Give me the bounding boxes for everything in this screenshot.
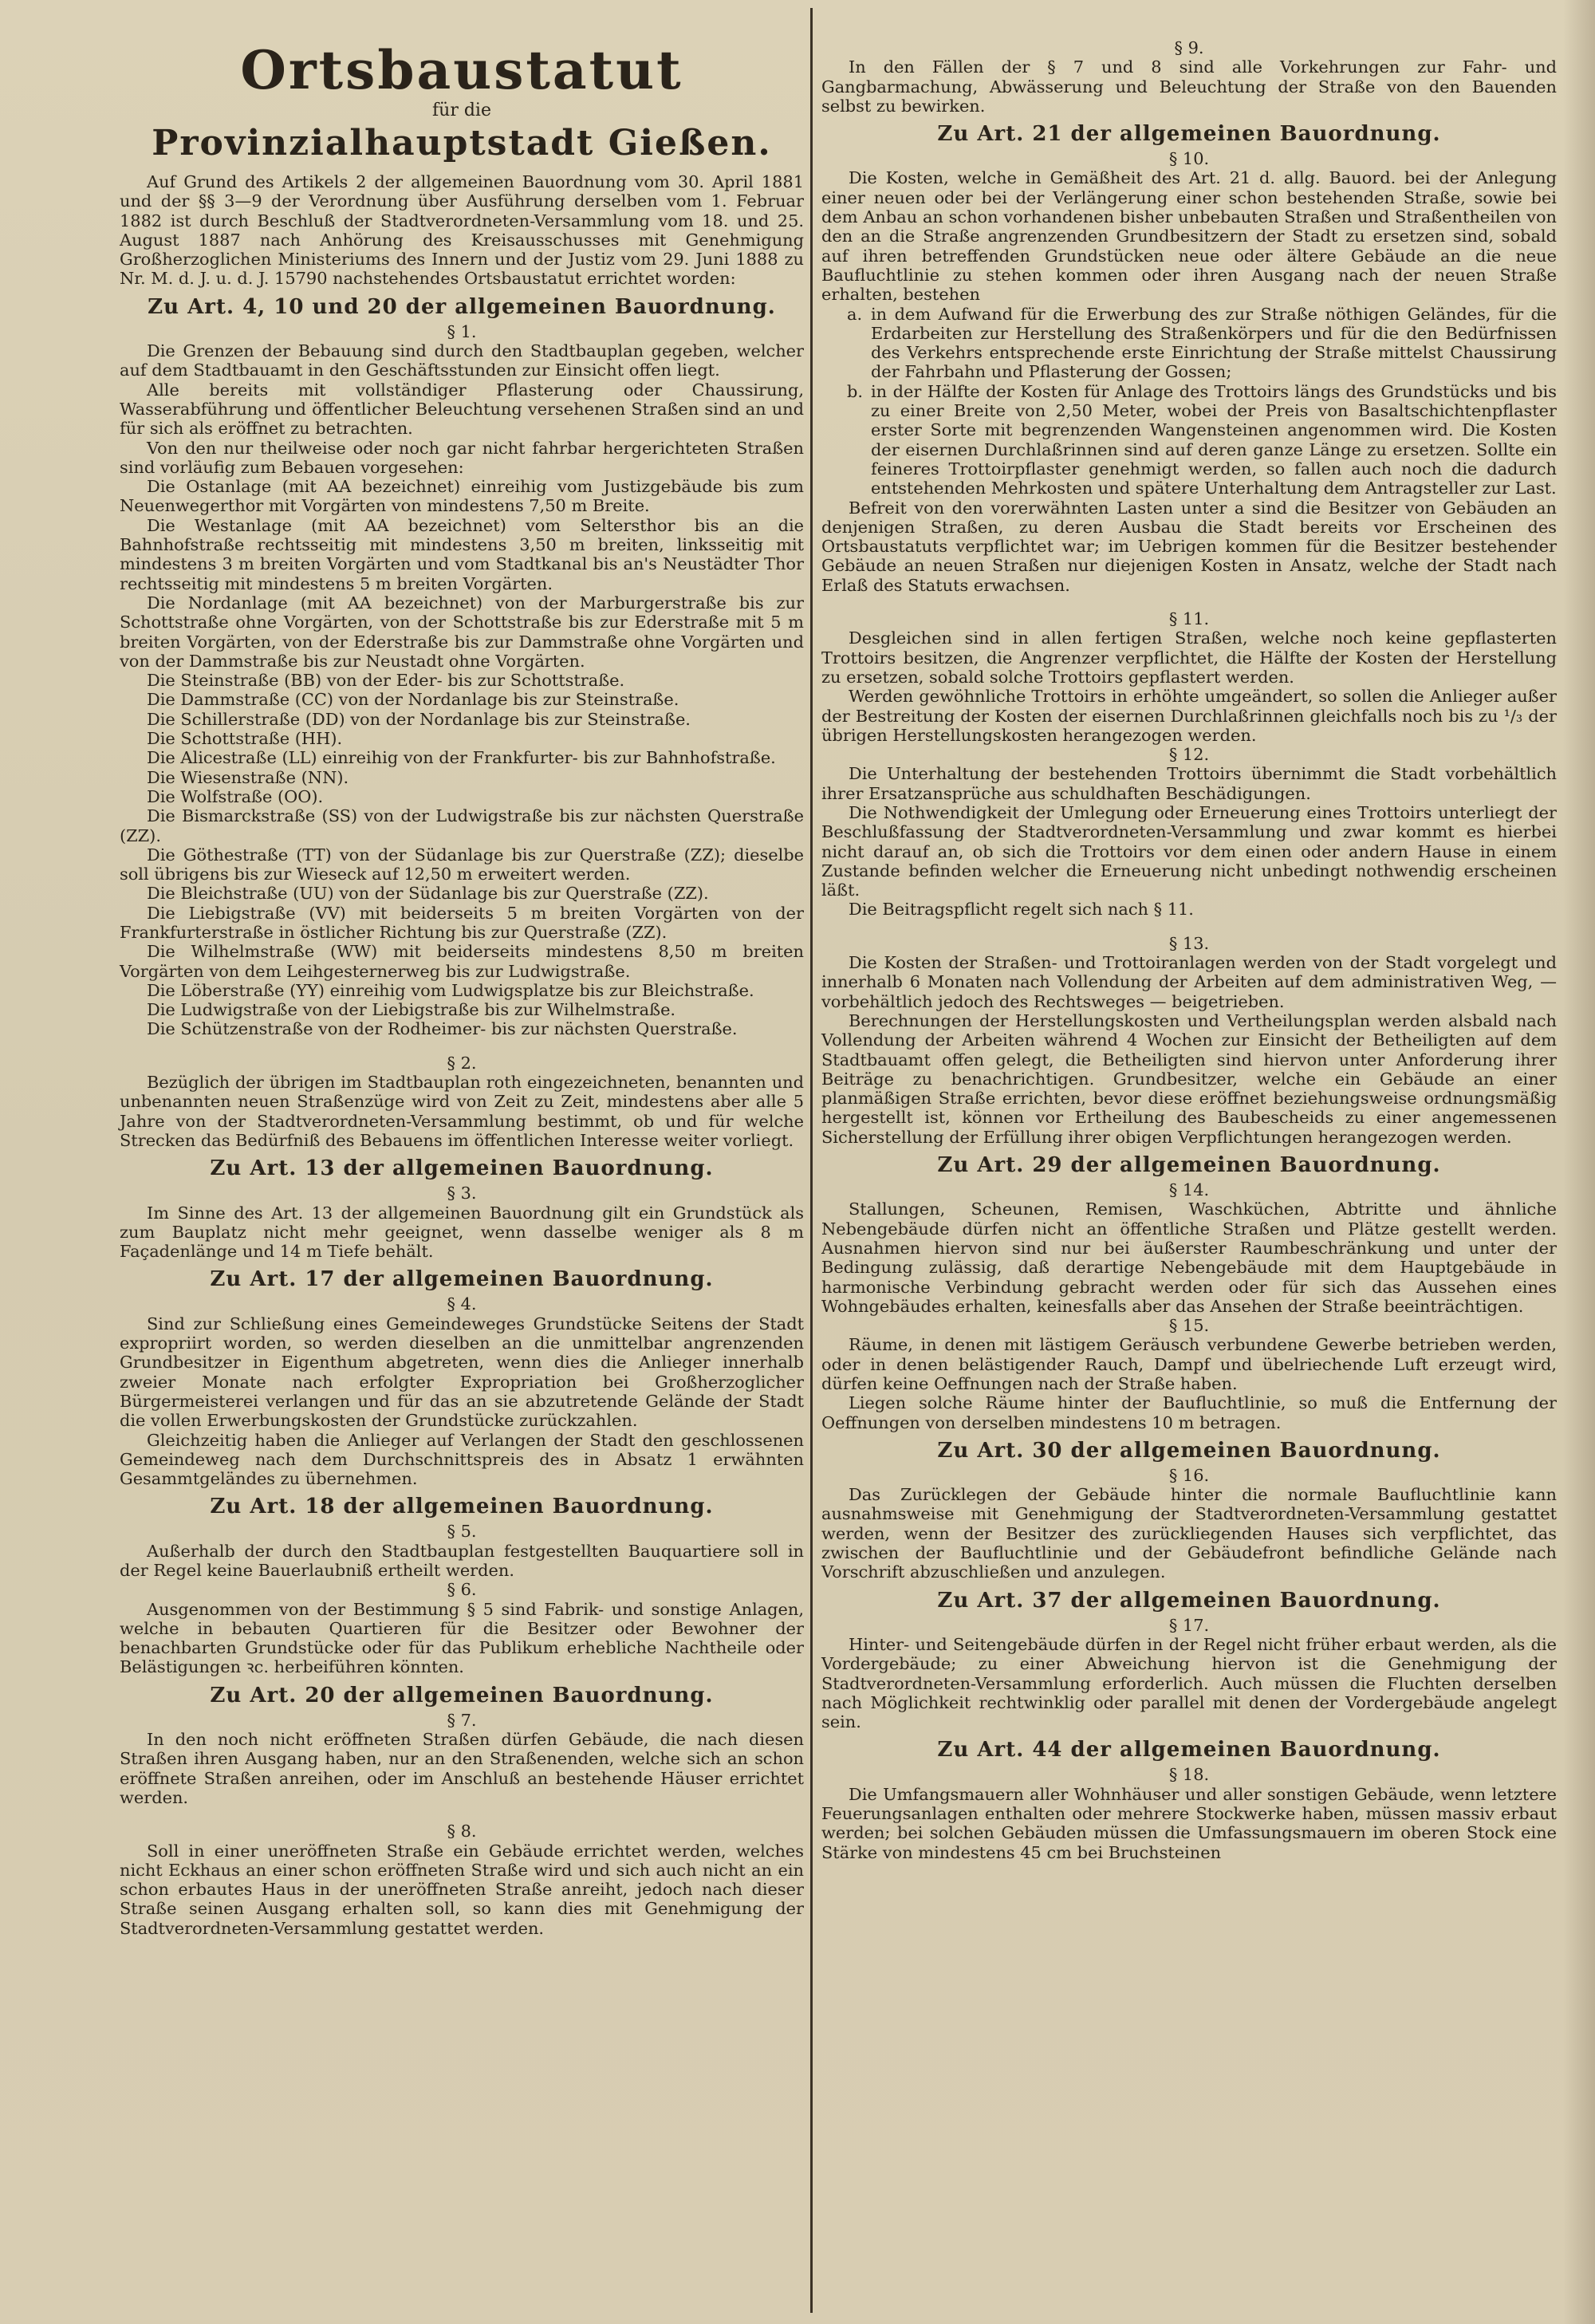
column-rule [810,8,813,2313]
section-4-para-b: Gleichzeitig haben die Anlieger auf Verlangen der Stadt den geschlossenen Gemeindeweg nach dem Durchschnittspreis des in Absatz 1 erwähnten Gesammtgeländes zu übernehmen. [120,1430,804,1489]
section-5-para: Außerhalb der durch den Stadtbauplan festgestellten Bauquartiere soll in der Regel keine Bauerlaubniß ertheilt werden. [120,1541,804,1580]
heading-art-17: Zu Art. 17 der allgemeinen Bauordnung. [210,1267,714,1292]
section-1-para-a: Die Grenzen der Bebauung sind durch den Stadtbauplan gegeben, welcher auf dem Stadtbauamt in den Geschäftsstunden zur Einsicht offen liegt. [120,341,804,380]
section-8-para: Soll in einer uneröffneten Straße ein Gebäude errichtet werden, welches nicht Eckhaus an einer schon eröffneten Straße wird und sich auch nicht an ein schon erbautes Haus in der uneröffneten Straße anreiht, jedoch nach dieser Straße seinen Ausgang erhalten soll, so kann dies mit Genehmigung der Stadtverordneten-Versammlung gestattet werden. [120,1841,804,1938]
section-10-item-a [821,305,1557,382]
section-1-para-f: Die Nordanlage (mit AA bezeichnet) von der Marburgerstraße bis zur Schottstraße ohne Vorgärten, von der Schottstraße bis zur Ederstraße mit 5 m breiten Vorgärten, von der Ederstraße bis zur Dammstraße ohne Vorgärten und von der Dammstraße bis zur Neustadt ohne Vorgärten. [120,593,804,671]
section-9-number: § 9. [1174,38,1204,57]
section-1-para-t: Die Ludwigstraße von der Liebigstraße bis zur Wilhelmstraße. [147,1000,676,1020]
section-1-para-k: Die Alicestraße (LL) einreihig von der Frankfurter- bis zur Bahnhofstraße. [147,748,776,768]
section-11-number: § 11. [1168,609,1210,629]
section-10-number: § 10. [1168,149,1210,169]
heading-art-13: Zu Art. 13 der allgemeinen Bauordnung. [210,1156,714,1181]
section-7-para: In den noch nicht eröffneten Straßen dürfen Gebäude, die nach diesen Straßen ihren Ausgang haben, nur an den Straßenenden, welche sich an schon eröffnete Straßen anreihen, oder im Anschluß an bestehende Häuser errichtet werden. [120,1730,804,1807]
item-b-label: b. [847,381,864,401]
section-1-number: § 1. [447,321,477,341]
section-1-para-i: Die Schillerstraße (DD) von der Nordanlage bis zur Steinstraße. [147,709,691,729]
section-1-para-l: Die Wiesenstraße (NN). [147,767,349,787]
section-11-para-a: Desgleichen sind in allen fertigen Straßen, welche noch keine gepflasterten Trottoirs besitzen, die Angrenzer verpflichtet, die Hälfte der Kosten der Herstellung zu ersetzen, sobald solche Trottoirs gepflastert werden. [821,628,1557,687]
section-13-para-a: Die Kosten der Straßen- und Trottoiranlagen werden von der Stadt vorgelegt und innerhalb 6 Monaten nach Vollendung der Arbeiten auf dem administrativen Weg, — vorbehältlich jedoch des Rechtsweges — beigetrieben. [821,953,1557,1011]
item-a-label: a. [847,304,863,324]
section-1-para-p: Die Bleichstraße (UU) von der Südanlage bis zur Querstraße (ZZ). [147,884,709,904]
section-10-item-b [821,382,1557,498]
section-15-para-b: Liegen solche Räume hinter der Baufluchtlinie, so muß die Entfernung der Oeffnungen von derselben mindestens 10 m betragen. [821,1393,1557,1432]
section-1-para-u: Die Schützenstraße von der Rodheimer- bis zur nächsten Querstraße. [147,1019,738,1039]
section-1-para-o: Die Göthestraße (TT) von der Südanlage bis zur Querstraße (ZZ); dieselbe soll übrigens bis zur Wieseck auf 12,50 m erweitert werden. [120,845,804,884]
section-1-para-j: Die Schottstraße (HH). [147,729,343,749]
section-9-para: In den Fällen der § 7 und 8 sind alle Vorkehrungen zur Fahr- und Gangbarmachung, Abwässerung und Beleuchtung der Straße von den Bauenden selbst zu bewirken. [821,57,1557,116]
section-18-para: Die Umfangsmauern aller Wohnhäuser und aller sonstigen Gebäude, wenn letztere Feuerungsanlagen enthalten oder mehrere Stockwerke haben, müssen massiv erbaut werden; bei solchen Gebäuden müssen die Umfassungsmauern im oberen Stock eine Stärke von mindestens 45 cm bei Bruchsteinen [821,1784,1557,1862]
section-2-number: § 2. [447,1053,477,1073]
section-10-para-c: Befreit von den vorerwähnten Lasten unter a sind die Besitzer von Gebäuden an denjenigen Straßen, zu deren Ausbau die Stadt bereits vor Erscheinen des Ortsbaustatuts verpflichtet war; im Uebrigen kommen für die Besitzer bestehender Gebäude an neuen Straßen nur diejenigen Kosten in Ansatz, welche der Stadt nach Erlaß des Statuts erwachsen. [821,498,1557,595]
section-1-para-s: Die Löberstraße (YY) einreihig vom Ludwigsplatze bis zur Bleichstraße. [147,980,754,1000]
section-6-para: Ausgenommen von der Bestimmung § 5 sind Fabrik- und sonstige Anlagen, welche in bebauten Quartieren für die Besitzer oder Bewohner der benachbarten Grundstücke oder für das Publikum erhebliche Nachtheile oder Belästigungen ꝛc. herbeiführen könnten. [120,1599,804,1677]
section-8-number: § 8. [447,1822,477,1841]
section-1-para-h: Die Dammstraße (CC) von der Nordanlage bis zur Steinstraße. [147,690,679,710]
section-1-para-b: Alle bereits mit vollständiger Pflasterung oder Chaussirung, Wasserabführung und öffentlicher Beleuchtung versehenen Straßen sind an und für sich als eröffnet zu betrachten. [120,380,804,439]
section-13-number: § 13. [1168,933,1210,953]
section-1-para-m: Die Wolfstraße (OO). [147,786,324,806]
left-column [120,0,804,2324]
section-12-para-a: Die Unterhaltung der bestehenden Trottoirs übernimmt die Stadt vorbehältlich ihrer Ersatzansprüche aus schuldhaften Beschädigungen. [821,764,1557,803]
section-17-para: Hinter- und Seitengebäude dürfen in der Regel nicht früher erbaut werden, als die Vordergebäude; zu einer Abweichung hiervon ist die Genehmigung der Stadtverordneten-Versammlung erforderlich. Auch müssen die Fluchten derselben nach Möglichkeit rechtwinklig oder parallel mit denen der Vordergebäude angelegt sein. [821,1634,1557,1732]
section-13-para-b: Berechnungen der Herstellungskosten und Vertheilungsplan werden alsbald nach Vollendung der Arbeiten während 4 Wochen zur Einsicht der Betheiligten auf dem Stadtbauamt offen gelegt, die Betheiligten sind hiervon unter Anforderung ihrer Beiträge zu benachrichtigen. Grundbesitzer, welche ein Gebäude an einer planmäßigen Straße errichten, bevor diese eröffnet beziehungsweise ordnungsmäßig hergestellt ist, können vor Ertheilung des Baubescheids zu einer angemessenen Sicherstellung der Erfüllung ihrer obigen Verpflichtungen herangezogen werden. [821,1010,1557,1147]
intro-paragraph: Auf Grund des Artikels 2 der allgemeinen Bauordnung vom 30. April 1881 und der §§ 3—9 der Verordnung über Ausführung derselben vom 1. Februar 1882 ist durch Beschluß der Stadtverordneten-Versammlung vom 18. und 25. August 1887 nach Anhörung des Kreisausschusses mit Genehmigung Großherzoglichen Ministeriums des Innern und der Justiz vom 29. Juni 1888 zu Nr. M. d. J. u. d. J. 15790 nachstehendes Ortsbaustatut errichtet worden: [120,172,804,289]
heading-art-21: Zu Art. 21 der allgemeinen Bauordnung. [937,122,1441,147]
section-1-para-g: Die Steinstraße (BB) von der Eder- bis zur Schottstraße. [147,671,625,691]
item-a-text: in dem Aufwand für die Erwerbung des zur Straße nöthigen Geländes, für die Erdarbeiten zur Herstellung des Straßenkörpers und für die den Bedürfnissen des Verkehrs entsprechende erste Einrichtung der Straße mittelst Chaussirung der Fahrbahn und Pflasterung der Gossen; [871,304,1557,382]
document-subtitle: für die [432,100,491,120]
section-3-para: Im Sinne des Art. 13 der allgemeinen Bauordnung gilt ein Grundstück als zum Bauplatz nicht mehr geeignet, wenn dasselbe weniger als 8 m Façadenlänge und 14 m Tiefe behält. [120,1203,804,1262]
section-1-para-c: Von den nur theilweise oder noch gar nicht fahrbar hergerichteten Straßen sind vorläufig zum Bebauen vorgesehen: [120,438,804,477]
section-12-para-c: Die Beitragspflicht regelt sich nach § 11. [849,900,1194,920]
section-4-para-a: Sind zur Schließung eines Gemeindeweges Grundstücke Seitens der Stadt expropriirt worden, so werden dieselben an die unmittelbar angrenzenden Grundbesitzer in Eigenthum abgetreten, wenn dies die Anlieger innerhalb zweier Monate nach erfolgter Expropriation bei Großherzoglicher Bürgermeisterei verlangen und für das an sie abzutretende Gelände der Stadt die vollen Erwerbungskosten der Grundstücke zurückzahlen. [120,1314,804,1431]
heading-art-20: Zu Art. 20 der allgemeinen Bauordnung. [210,1683,714,1708]
document-title: Ortsbaustatut [240,39,683,101]
page-edge-shadow [1563,0,1595,2324]
section-17-number: § 17. [1168,1615,1210,1635]
section-2-para: Bezüglich der übrigen im Stadtbauplan roth eingezeichneten, benannten und unbenannten neuen Straßenzüge wird von Zeit zu Zeit, mindestens aber alle 5 Jahre von der Stadtverordneten-Versammlung bestimmt, ob und für welche Strecken das Bedürfniß des Bebauens im öffentlichen Interesse weiter vorliegt. [120,1073,804,1150]
section-15-para-a: Räume, in denen mit lästigem Geräusch verbundene Gewerbe betrieben werden, oder in denen belästigender Rauch, Dampf und übelriechende Luft erzeugt wird, dürfen keine Oeffnungen nach der Straße haben. [821,1335,1557,1393]
heading-art-4-10-20: Zu Art. 4, 10 und 20 der allgemeinen Bauordnung. [148,294,776,319]
heading-art-29: Zu Art. 29 der allgemeinen Bauordnung. [937,1153,1441,1178]
section-5-number: § 5. [447,1522,477,1542]
section-12-para-b: Die Nothwendigkeit der Umlegung oder Erneuerung eines Trottoirs unterliegt der Beschlußfassung der Stadtverordneten-Versammlung und zwar kommt es hierbei nicht darauf an, ob sich die Trottoirs vor dem einen oder andern Hause in einem Zustande befinden welcher die Erneuerung nicht unbedingt nothwendig erscheinen läßt. [821,802,1557,900]
right-column [821,0,1557,2324]
heading-art-44: Zu Art. 44 der allgemeinen Bauordnung. [937,1738,1441,1763]
heading-art-37: Zu Art. 37 der allgemeinen Bauordnung. [937,1588,1441,1613]
section-1-para-r: Die Wilhelmstraße (WW) mit beiderseits mindestens 8,50 m breiten Vorgärten von dem Leihgesternerweg bis zur Ludwigstraße. [120,942,804,981]
section-11-para-b: Werden gewöhnliche Trottoirs in erhöhte umgeändert, so sollen die Anlieger außer der Bestreitung der Kosten der eisernen Durchlaßrinnen gleichfalls noch bis zu ¹/₃ der übrigen Herstellungskosten herangezogen werden. [821,687,1557,745]
section-14-number: § 14. [1168,1180,1210,1200]
section-1-para-q: Die Liebigstraße (VV) mit beiderseits 5 m breiten Vorgärten von der Frankfurterstraße in östlicher Richtung bis zur Querstraße (ZZ). [120,903,804,942]
heading-art-18: Zu Art. 18 der allgemeinen Bauordnung. [210,1495,714,1519]
document-city: Provinzialhauptstadt Gießen. [152,123,772,163]
section-10-para: Die Kosten, welche in Gemäßheit des Art. 21 d. allg. Bauord. bei der Anlegung einer neuen oder bei der Verlängerung einer schon bestehenden Straße, sowie bei dem Anbau an schon vorhandenen bisher unbebauten Straßen und Straßentheilen von den an die Straße angrenzenden Grundbesitzern der Stadt zu ersetzen sind, sobald auf ihren betreffenden Grundstücken neue oder ältere Gebäude an die neue Baufluchtlinie zu stehen kommen oder ihren Ausgang nach der neuen Straße erhalten, bestehen [821,168,1557,305]
item-b-text: in der Hälfte der Kosten für Anlage des Trottoirs längs des Grundstücks und bis zu einer Breite von 2,50 Meter, wobei der Preis von Basaltschichtenpflaster erster Sorte mit begrenzenden Wangensteinen angenommen wird. Die Kosten der eisernen Durchlaßrinnen sind auf deren ganze Länge zu ersetzen. Sollte ein feineres Trottoirpflaster genehmigt werden, so fallen auch noch die dadurch entstehenden Mehrkosten und spätere Unterhaltung dem Antragsteller zur Last. [871,381,1557,498]
section-4-number: § 4. [447,1294,477,1314]
section-12-number: § 12. [1168,745,1210,765]
section-1-para-e: Die Westanlage (mit AA bezeichnet) vom Seltersthor bis an die Bahnhofstraße rechtsseitig mit mindestens 3,50 m breiten, linksseitig mit mindestens 3 m breiten Vorgärten und vom Stadtkanal bis an's Neustädter Thor rechtsseitig mit mindestens 5 m breiten Vorgärten. [120,515,804,593]
section-7-number: § 7. [447,1710,477,1730]
section-3-number: § 3. [447,1184,477,1203]
section-15-number: § 15. [1168,1316,1210,1336]
section-6-number: § 6. [447,1580,477,1600]
section-16-number: § 16. [1168,1465,1210,1485]
section-1-para-d: Die Ostanlage (mit AA bezeichnet) einreihig vom Justizgebäude bis zum Neuenwegerthor mit Vorgärten von mindestens 7,50 m Breite. [120,477,804,516]
section-1-para-n: Die Bismarckstraße (SS) von der Ludwigstraße bis zur nächsten Querstraße (ZZ). [120,806,804,845]
heading-art-30: Zu Art. 30 der allgemeinen Bauordnung. [937,1438,1441,1463]
section-16-para: Das Zurücklegen der Gebäude hinter die normale Baufluchtlinie kann ausnahmsweise mit Genehmigung der Stadtverordneten-Versammlung gestattet werden, wenn der Besitzer des zurückliegenden Hauses sich verpflichtet, das zwischen der Baufluchtlinie und der Gebäudefront befindliche Gelände nach Vorschrift abzuschließen und anzulegen. [821,1485,1557,1582]
section-18-number: § 18. [1168,1765,1210,1785]
section-14-para: Stallungen, Scheunen, Remisen, Waschküchen, Abtritte und ähnliche Nebengebäude dürfen nicht an öffentliche Straßen und Plätze gestellt werden. Ausnahmen hiervon sind nur bei äußerster Raumbeschränkung und unter der Bedingung zulässig, daß derartige Nebengebäude mit dem Hauptgebäude in harmonische Verbindung gebracht werden oder für sich das Aussehen eines Wohngebäudes erhalten, keinesfalls aber das Ansehen der Straße beeinträchtigen. [821,1199,1557,1316]
